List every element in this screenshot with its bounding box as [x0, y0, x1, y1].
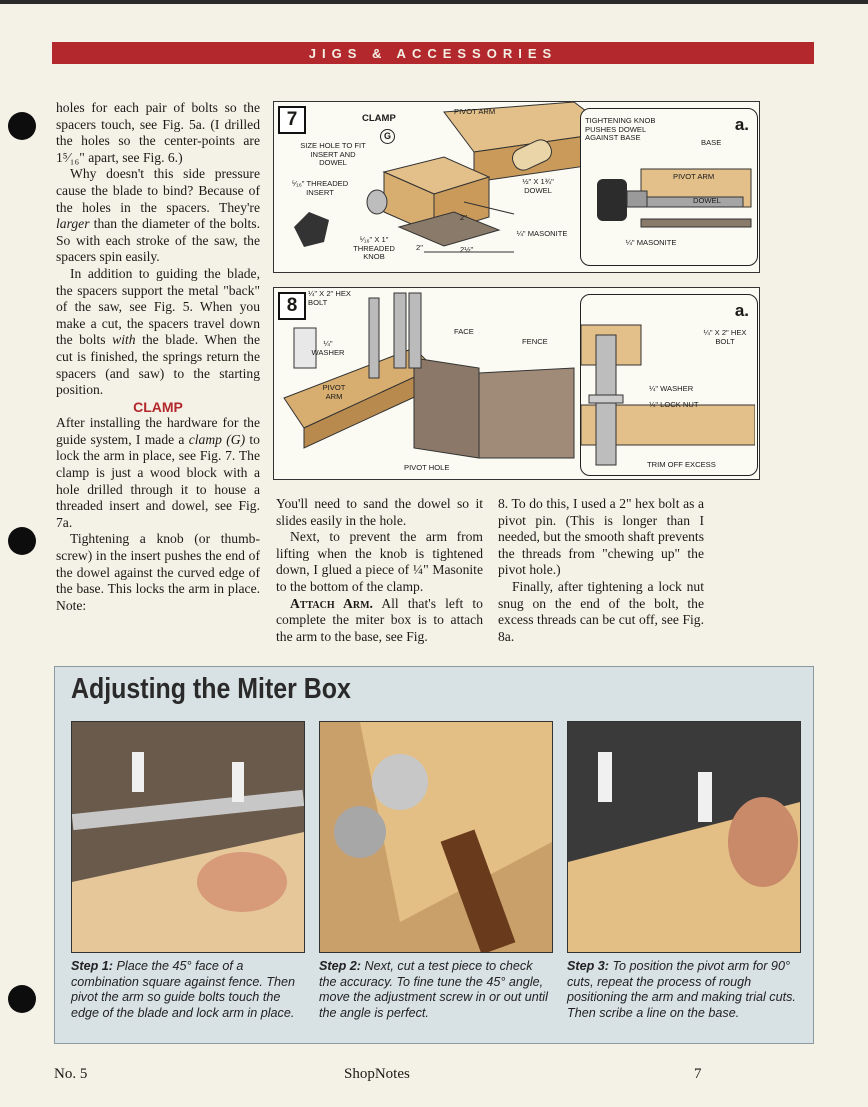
- text-run: the blade. When the cut is finished, the springs return the spacers (and saw) to the starting position.: [56, 332, 261, 398]
- run-in-head: Attach Arm.: [290, 595, 373, 611]
- paragraph: Next, to prevent the arm from lifting when the knob is tightened down, I glued a piece of ¼" Masonite to the bottom of the clamp.: [276, 529, 483, 594]
- label-inset-pivot-arm: PIVOT ARM: [673, 172, 715, 181]
- step-1-photo-drawing: [72, 722, 304, 952]
- step-text: Next, cut a test piece to check the accuracy. To fine tune the 45° angle, move the adjustment screw in or out until the angle is perfect.: [319, 959, 548, 1020]
- label-tightening-knob: TIGHTENING KNOB PUSHES DOWEL AGAINST BASE: [585, 116, 656, 143]
- label-inset-dowel: DOWEL: [693, 196, 721, 205]
- footer-page-number: 7: [694, 1066, 702, 1082]
- label-inset-hex-bolt: ¼" X 2" HEX BOLT: [703, 328, 747, 346]
- label-pivot-arm: PIVOT ARM: [322, 383, 346, 401]
- label-part-g: G: [380, 129, 395, 144]
- text-column-1: [56, 100, 260, 614]
- figure-7-clamp: [273, 101, 760, 273]
- footer-issue: No. 5: [54, 1066, 88, 1082]
- label-threaded-knob: ⁵⁄₁₆" X 1" THREADED KNOB: [353, 235, 395, 262]
- text-run: Why doesn't this side pressure cause the blade to bind? Because of the holes in the spacers. They're: [56, 166, 260, 215]
- figure-number: 7: [278, 106, 306, 134]
- label-dim-2-vertical: 2": [416, 243, 423, 252]
- figure-7a-inset: [580, 108, 758, 266]
- emphasis: clamp (G): [188, 431, 246, 447]
- inset-letter: a.: [734, 115, 749, 134]
- text-run: All that's left to complete the miter box is to attach the arm to the base, see Fig.: [276, 595, 483, 644]
- paragraph: Tightening a knob (or thumb-screw) in the insert pushes the end of the dowel against the curved edge of the base. This locks the arm in place. Note:: [56, 531, 260, 613]
- label-washer: ¼" WASHER: [311, 339, 345, 357]
- label-hex-bolt: ¼" X 2" HEX BOLT: [308, 289, 351, 307]
- label-pivot-hole: PIVOT HOLE: [404, 463, 450, 472]
- step-2-photo-drawing: [320, 722, 552, 952]
- step-label: Step 2:: [319, 959, 361, 973]
- label-clamp: CLAMP: [362, 113, 396, 124]
- text-run: to lock the arm in place, see Fig. 7. The clamp is just a wood block with a hole drilled through it to house a threaded insert and dowel, see Fig. 7a.: [56, 431, 260, 530]
- paragraph: 8. To do this, I used a 2" hex bolt as a pivot pin. (This is longer than I needed, but the smooth shaft prevents the threads from "chewing up" the pivot hole.): [498, 496, 704, 578]
- label-pivot-arm: PIVOT ARM: [454, 107, 496, 116]
- emphasis: with: [112, 332, 136, 348]
- label-inset-trim: TRIM OFF EXCESS: [647, 460, 716, 469]
- adjusting-sidebar: [54, 666, 814, 1044]
- figure-number: 8: [278, 292, 306, 320]
- label-inset-masonite: ¼" MASONITE: [625, 238, 677, 247]
- emphasis: larger: [56, 216, 90, 232]
- step-3-photo: [567, 721, 801, 953]
- section-title: JIGS & ACCESSORIES: [308, 45, 558, 61]
- paragraph: [56, 266, 260, 399]
- step-3-photo-drawing: [568, 722, 800, 952]
- paragraph: [56, 415, 260, 531]
- text-run: In addition to guiding the blade, the spacers support the metal "back" of the saw, see Fig. 5. When you make a cut, the spacers travel down the bolts: [56, 265, 260, 348]
- binder-hole-bottom: [8, 985, 36, 1013]
- label-dim-2: 2": [460, 213, 467, 222]
- step-2-caption: [319, 959, 551, 1021]
- subhead-clamp: CLAMP: [133, 398, 183, 415]
- section-header-bar: [52, 42, 814, 64]
- footer-magazine: ShopNotes: [344, 1066, 410, 1082]
- paragraph: You'll need to sand the dowel so it slides easily in the hole.: [276, 496, 483, 528]
- sidebar-title: Adjusting the Miter Box: [71, 673, 351, 705]
- text-column-2: [276, 496, 483, 645]
- label-base: BASE: [701, 138, 722, 147]
- label-face: FACE: [454, 327, 474, 336]
- step-text: To position the pivot arm for 90° cuts, repeat the process of rough positioning the arm and making trial cuts. Then scribe a line on the base.: [567, 959, 796, 1020]
- step-1-photo: [71, 721, 305, 953]
- paragraph: [276, 596, 483, 646]
- label-dowel: ½" X 1¾" DOWEL: [522, 177, 554, 195]
- paragraph: holes for each pair of bolts so the spacers touch, see Fig. 5a. (I drilled the holes so the center-points are 1⁵⁄₁₆" apart, see Fig. 6.): [56, 100, 260, 165]
- binder-hole-top: [8, 112, 36, 140]
- step-label: Step 1:: [71, 959, 113, 973]
- step-label: Step 3:: [567, 959, 609, 973]
- label-inset-lock-nut: ¼" LOCK NUT: [649, 400, 699, 409]
- label-threaded-insert: ⁵⁄₁₆" THREADED INSERT: [291, 179, 349, 197]
- label-dim-2-half: 2½": [460, 245, 474, 254]
- figure-8a-inset: [580, 294, 758, 476]
- step-1-caption: [71, 959, 303, 1021]
- paragraph: [56, 166, 260, 266]
- paragraph: Finally, after tightening a lock nut snug on the end of the bolt, the excess threads can be cut off, see Fig. 8a.: [498, 578, 704, 644]
- label-masonite: ¼" MASONITE: [516, 229, 568, 238]
- label-size-hole: SIZE HOLE TO FIT INSERT AND DOWEL: [300, 141, 366, 168]
- text-column-3: [498, 496, 704, 645]
- label-inset-washer: ¼" WASHER: [649, 384, 694, 393]
- figure-8-pivot: [273, 287, 760, 480]
- text-run: than the diameter of the bolts. So with each stroke of the saw, the spacers spin easily.: [56, 216, 260, 265]
- inset-letter: a.: [734, 301, 749, 320]
- step-text: Place the 45° face of a combination square against fence. Then pivot the arm so guide bolts touch the edge of the blade and lock arm in place.: [71, 959, 296, 1020]
- step-2-photo: [319, 721, 553, 953]
- binder-hole-middle: [8, 527, 36, 555]
- text-run: After installing the hardware for the guide system, I made a: [56, 415, 260, 447]
- label-fence: FENCE: [522, 337, 548, 346]
- step-3-caption: [567, 959, 799, 1021]
